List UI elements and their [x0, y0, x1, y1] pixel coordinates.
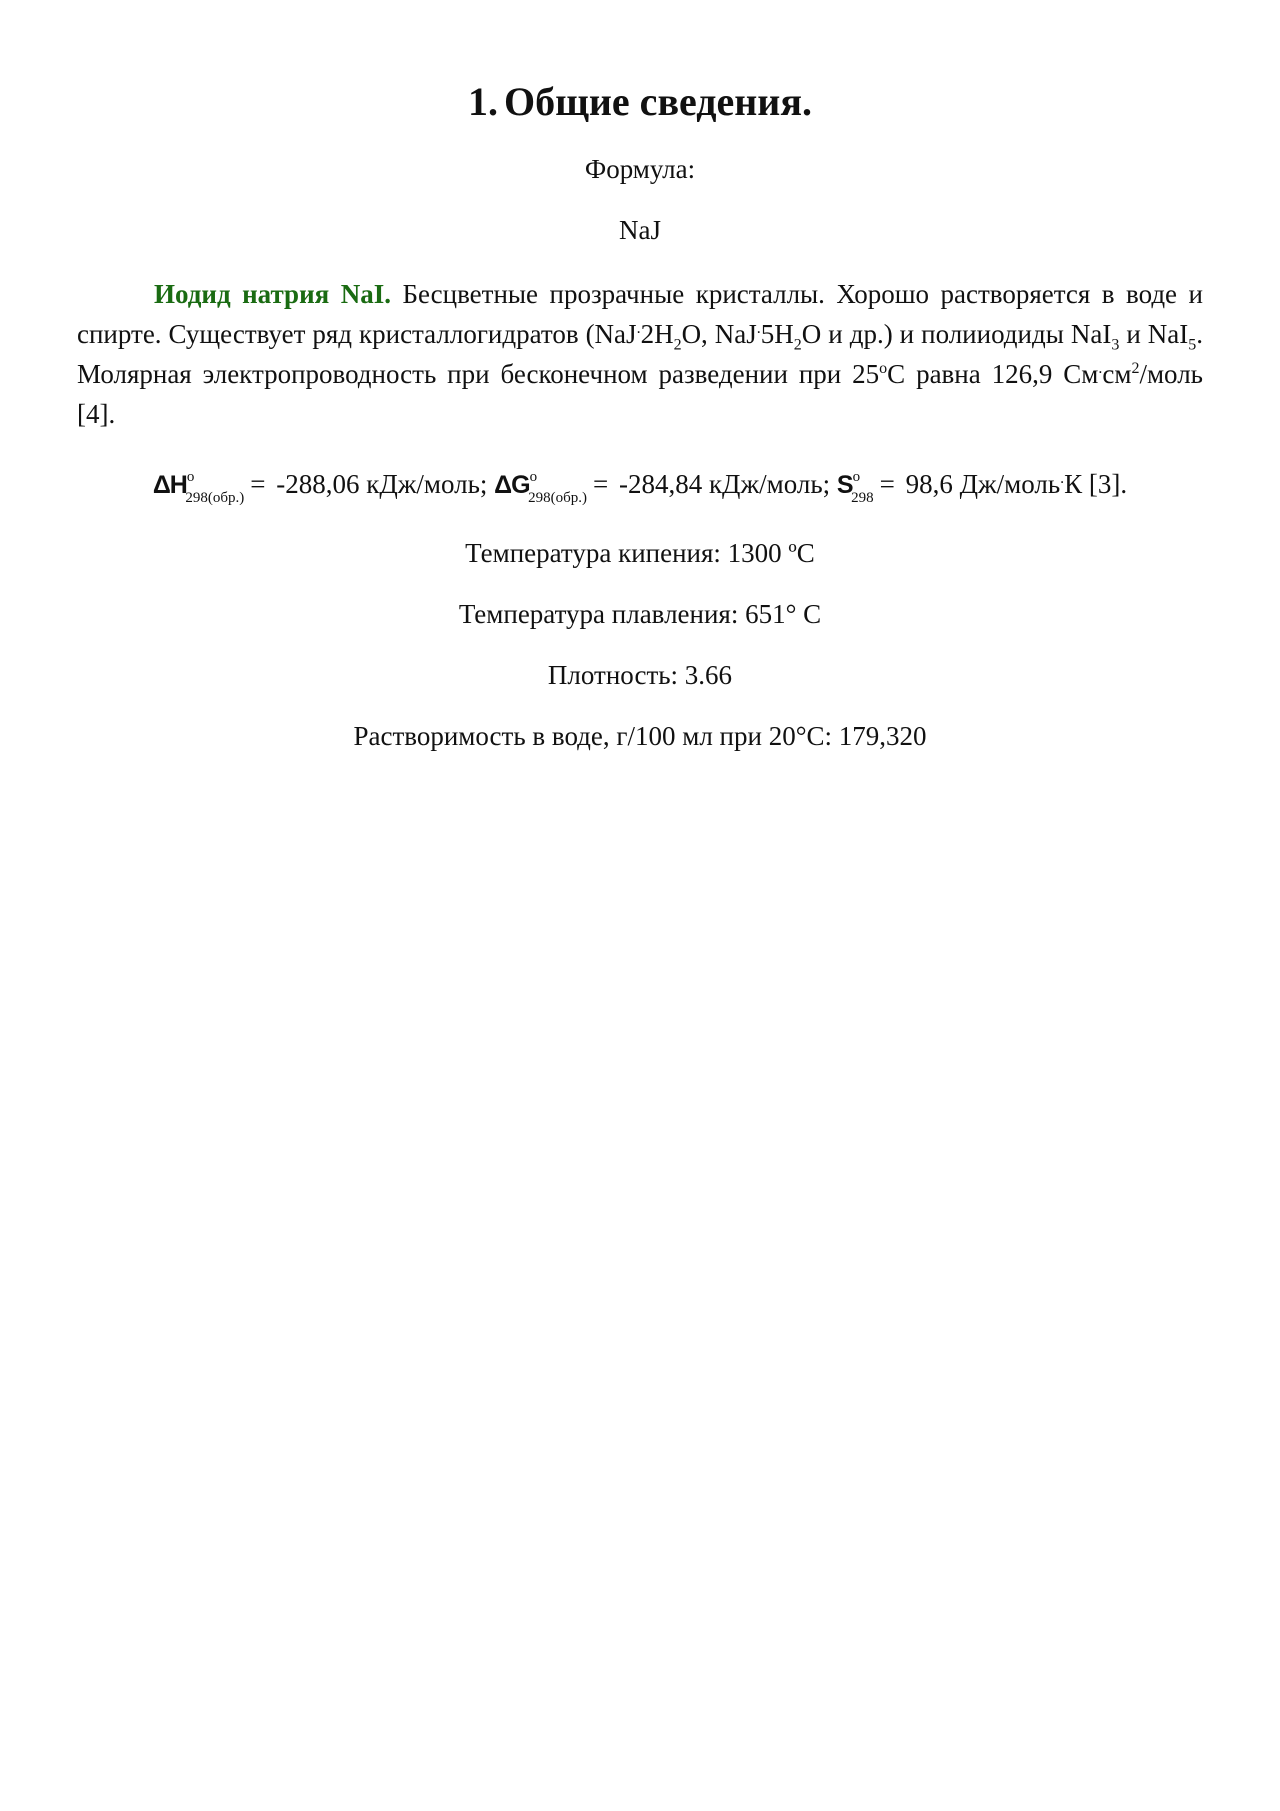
- melting-point: Температура плавления: 651° C: [458, 599, 822, 629]
- subscript: 2: [793, 336, 802, 354]
- equals-sign: =: [250, 469, 266, 499]
- entropy-letter: S: [836, 471, 853, 499]
- raised-dot: .: [636, 320, 641, 337]
- standard-state-mark: o: [529, 469, 537, 485]
- raised-dot: .: [1098, 360, 1103, 377]
- intro-text: и NaI: [1119, 319, 1189, 349]
- entropy-symbol: [837, 465, 876, 509]
- entropy-unit: К [3].: [1064, 469, 1128, 499]
- intro-text: O, NaJ: [681, 319, 757, 349]
- intro-text: O и др.) и полииодиды NaI: [801, 319, 1112, 349]
- formula-value: NaJ: [619, 215, 661, 245]
- subscript: 5: [1188, 336, 1197, 354]
- enthalpy-symbol: [153, 465, 246, 509]
- enthalpy-subscript: 298(обр.): [185, 490, 245, 506]
- intro-text: 5H: [760, 319, 794, 349]
- water-solubility: Растворимость в воде, г/100 мл при 20°С: 179,320: [353, 721, 927, 751]
- enthalpy-letter: ΔH: [152, 471, 187, 499]
- intro-paragraph: [77, 274, 1203, 434]
- enthalpy-value: -288,06 кДж/моль;: [269, 469, 495, 499]
- formula-label: Формула:: [584, 154, 696, 184]
- entropy-subscript: 298: [851, 490, 874, 506]
- intro-text: С равна 126,9 См: [887, 359, 1099, 389]
- thermodynamic-line: [77, 464, 1203, 509]
- boiling-point: Температура кипения: 1300 ºС: [465, 538, 815, 568]
- raised-dot: .: [1060, 470, 1065, 487]
- gibbs-subscript: 298(обр.): [528, 490, 587, 506]
- intro-text: . Молярная электропроводность при бесконечном разведении при 25: [77, 319, 1203, 389]
- standard-state-mark: o: [852, 469, 860, 485]
- equals-sign: =: [592, 469, 609, 499]
- gibbs-letter: ΔG: [494, 471, 530, 499]
- gibbs-symbol: [494, 465, 589, 509]
- equals-sign: =: [879, 469, 895, 499]
- intro-text: /моль [4].: [77, 359, 1203, 429]
- superscript: 2: [1131, 360, 1140, 377]
- intro-text: см: [1102, 359, 1132, 389]
- section-heading: [77, 0, 1203, 126]
- raised-dot: .: [756, 320, 761, 337]
- subscript: 2: [673, 336, 682, 354]
- superscript: o: [879, 360, 888, 377]
- density: Плотность: 3.66: [547, 660, 733, 690]
- intro-text: 2H: [640, 319, 674, 349]
- intro-text: Бесцветные прозрачные кристаллы. Хорошо растворяется в воде и спирте. Существует ряд кристаллогидратов (NaJ: [77, 279, 1203, 349]
- substance-name: Иодид натрия NaI.: [154, 279, 391, 309]
- entropy-value: 98,6 Дж/моль: [898, 469, 1061, 499]
- section-title: Общие сведения.: [504, 79, 812, 124]
- section-number: 1.: [468, 79, 498, 124]
- subscript: 3: [1111, 336, 1120, 354]
- gibbs-value: -284,84 кДж/моль;: [612, 469, 837, 499]
- standard-state-mark: o: [186, 469, 194, 485]
